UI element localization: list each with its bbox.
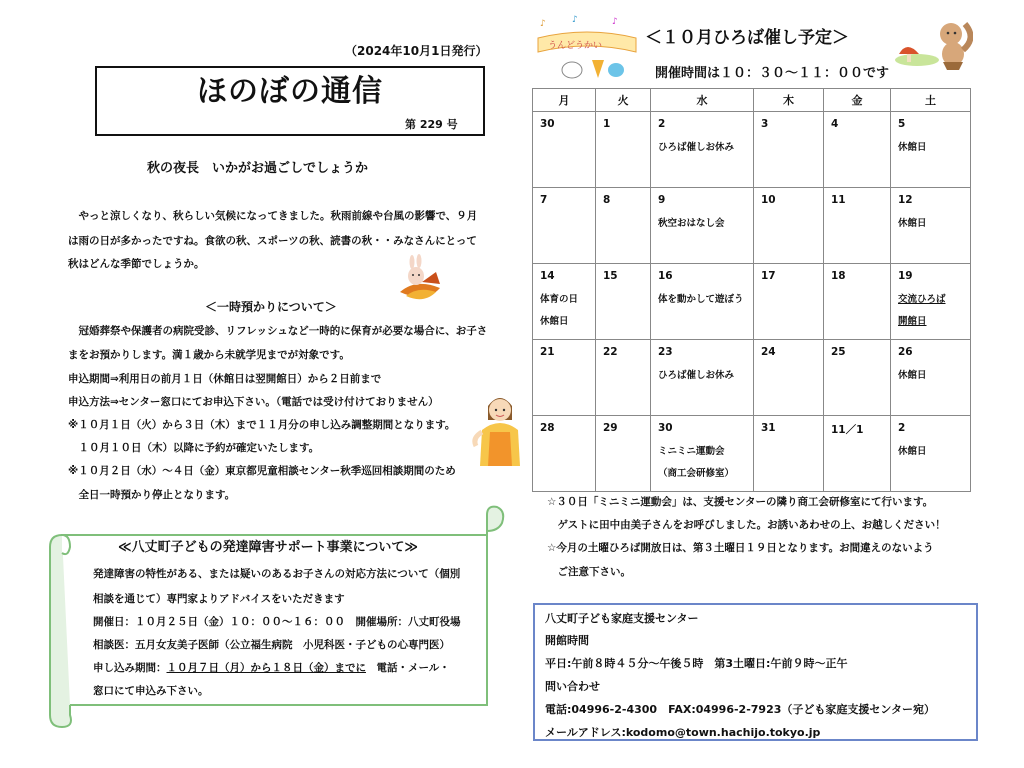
calendar-day-cell	[824, 112, 891, 188]
weekday-header: 土	[891, 89, 971, 112]
center-contact-label: 問い合わせ	[545, 680, 600, 693]
calendar-day-cell	[533, 112, 596, 188]
day-number: 23	[658, 346, 673, 358]
support-line: 発達障害の特性がある、または疑いのあるお子さんの対応方法について（個別	[93, 568, 461, 580]
calendar-day-cell	[891, 112, 971, 188]
event-calendar	[532, 88, 971, 492]
calendar-day-cell	[824, 264, 891, 340]
support-line: 窓口にて申込み下さい。	[93, 685, 209, 697]
calendar-week-row	[533, 264, 971, 340]
day-number: 8	[603, 194, 611, 206]
issue-number: 第 229 号	[405, 118, 458, 131]
day-number: 17	[761, 270, 776, 282]
support-line: 相談医：五月女友美子医師（公立福生病院 小児科医・子どもの心専門医）	[93, 639, 450, 651]
intro-line: やっと涼しくなり、秋らしい気候になってきました。秋雨前線や台風の影響で、９月	[68, 210, 478, 222]
calendar-day-cell	[596, 264, 651, 340]
weekday-header: 木	[754, 89, 824, 112]
rabbit-leaf-illustration	[396, 252, 446, 306]
day-number: 2	[898, 422, 906, 434]
temp-care-line: 申込期間⇒利用日の前月１日（休館日は翌開館日）から２日前まで	[68, 373, 382, 385]
support-apply-line	[93, 661, 450, 675]
day-event: 体を動かして遊ぼう	[658, 294, 744, 305]
issue-date: （2024年10月1日発行）	[345, 44, 488, 58]
day-event: 開館日	[898, 316, 927, 327]
day-number: 25	[831, 346, 846, 358]
svg-text:♪: ♪	[540, 19, 546, 29]
calendar-day-cell	[754, 264, 824, 340]
calendar-day-cell	[651, 264, 754, 340]
day-event: ひろば催しお休み	[658, 142, 735, 153]
banner-text: うんどうかい	[548, 41, 603, 51]
note-line: ☆今月の土曜ひろば開放日は、第３土曜日１９日となります。お間違えのないよう	[547, 542, 934, 554]
intro-line: 秋はどんな季節でしょうか。	[68, 258, 205, 270]
note-line: ☆３０日「ミニミニ運動会」は、支援センターの隣り商工会研修室にて行います。	[547, 496, 934, 508]
day-event: 休館日	[898, 446, 927, 457]
calendar-day-cell	[824, 340, 891, 416]
calendar-day-cell	[824, 416, 891, 492]
svg-text:♪: ♪	[612, 17, 618, 27]
squirrel-mushroom-illustration	[893, 14, 973, 70]
day-number: 12	[898, 194, 913, 206]
day-number: 29	[603, 422, 618, 434]
day-number: 11	[831, 194, 846, 206]
day-number: 30	[540, 118, 555, 130]
day-event: ひろば催しお休み	[658, 370, 735, 381]
day-event: 交流ひろば	[898, 294, 946, 305]
temp-care-line: 全日一時預かり停止となります。	[68, 489, 236, 501]
day-event: 休館日	[898, 142, 927, 153]
center-name: 八丈町子ども家庭支援センター	[545, 612, 699, 625]
day-number: 1	[603, 118, 611, 130]
day-event: 休館日	[540, 316, 569, 327]
event-title: ＜１０月ひろば催し予定＞	[645, 28, 849, 48]
calendar-day-cell	[754, 416, 824, 492]
weekday-header: 月	[533, 89, 596, 112]
day-number: 22	[603, 346, 618, 358]
day-number: 31	[761, 422, 776, 434]
calendar-day-cell	[533, 340, 596, 416]
center-email: メールアドレス:kodomo@town.hachijo.tokyo.jp	[545, 726, 821, 739]
day-number: 21	[540, 346, 555, 358]
day-event: 休館日	[898, 370, 927, 381]
center-phone: 電話:04996-2-4300 FAX:04996-2-7923（子ども家庭支援センター宛）	[545, 703, 935, 716]
calendar-day-cell	[754, 340, 824, 416]
greeting-heading: 秋の夜長 いかがお過ごしでしょうか	[147, 161, 369, 176]
center-hours-label: 開館時間	[545, 634, 589, 647]
note-line: ご注意下さい。	[547, 566, 631, 578]
calendar-day-cell	[891, 416, 971, 492]
calendar-day-cell	[891, 264, 971, 340]
calendar-day-cell	[754, 112, 824, 188]
weekday-header: 水	[651, 89, 754, 112]
day-number: 16	[658, 270, 673, 282]
calendar-day-cell	[891, 340, 971, 416]
calendar-week-row	[533, 112, 971, 188]
apply-suffix: 電話・メール・	[366, 662, 450, 674]
newsletter-title-box	[95, 66, 485, 136]
day-number: 14	[540, 270, 555, 282]
calendar-day-cell	[533, 264, 596, 340]
calendar-day-cell	[651, 188, 754, 264]
intro-line: は雨の日が多かったですね。食欲の秋、スポーツの秋、読書の秋・・みなさんにとって	[68, 235, 477, 247]
calendar-body	[533, 112, 971, 492]
event-hours: 開催時間は１０：３０～１１：００です	[655, 66, 890, 81]
temp-care-line: 冠婚葬祭や保護者の病院受診、リフレッシュなど一時的に保育が必要な場合に、お子さ	[68, 325, 488, 337]
apply-period: １０月７日（月）から１８日（金）までに	[166, 662, 366, 674]
day-event: 休館日	[898, 218, 927, 229]
temp-care-line: まをお預かりします。満１歳から未就学児までが対象です。	[68, 349, 350, 361]
support-line: 相談を通じて）専門家よりアドバイスをいただきます	[93, 593, 345, 605]
calendar-day-cell	[533, 416, 596, 492]
calendar-day-cell	[824, 188, 891, 264]
temp-care-line: １０月１０日（木）以降に予約が確定いたします。	[68, 442, 320, 454]
temp-care-line: ※１０月２日（水）～４日（金）東京都児童相談センター秋季巡回相談期間のため	[68, 465, 456, 477]
calendar-day-cell	[651, 112, 754, 188]
calendar-week-row	[533, 188, 971, 264]
note-line: ゲストに田中由美子さんをお呼びしました。お誘いあわせの上、お越しください！	[547, 519, 946, 531]
newsletter-title: ほのぼの通信	[197, 74, 383, 109]
svg-text:♪: ♪	[572, 15, 578, 25]
calendar-day-cell	[754, 188, 824, 264]
calendar-day-cell	[651, 416, 754, 492]
day-event: （商工会研修室）	[658, 468, 735, 479]
support-title: ≪八丈町子どもの発達障害サポート事業について≫	[118, 540, 418, 555]
calendar-day-cell	[596, 340, 651, 416]
calendar-day-cell	[891, 188, 971, 264]
calendar-day-cell	[596, 188, 651, 264]
apply-prefix: 申し込み期間：	[93, 662, 167, 674]
day-number: 5	[898, 118, 906, 130]
calendar-day-cell	[533, 188, 596, 264]
temp-care-heading: ＜一時預かりについて＞	[205, 300, 337, 314]
day-number: 7	[540, 194, 548, 206]
calendar-day-cell	[651, 340, 754, 416]
calendar-week-row	[533, 416, 971, 492]
day-number: 28	[540, 422, 555, 434]
calendar-header-row	[533, 89, 971, 112]
day-number: 11／1	[831, 424, 864, 436]
support-line: 開催日：１０月２５日（金）１０：００～１６：００ 開催場所：八丈町役場	[93, 616, 461, 628]
calendar-day-cell	[596, 112, 651, 188]
calendar-day-cell	[596, 416, 651, 492]
day-event: ミニミニ運動会	[658, 446, 725, 457]
staff-illustration	[470, 386, 530, 466]
day-number: 3	[761, 118, 769, 130]
day-number: 4	[831, 118, 839, 130]
weekday-header: 火	[596, 89, 651, 112]
day-event: 体育の日	[540, 294, 579, 305]
day-number: 19	[898, 270, 913, 282]
day-number: 26	[898, 346, 913, 358]
center-hours: 平日:午前８時４５分～午後５時 第3土曜日:午前９時～正午	[545, 657, 848, 670]
sports-day-illustration	[532, 12, 642, 82]
day-event: 秋空おはなし会	[658, 218, 725, 229]
day-number: 30	[658, 422, 673, 434]
temp-care-line: ※１０月１日（火）から３日（木）まで１１月分の申し込み調整期間となります。	[68, 419, 456, 431]
day-number: 10	[761, 194, 776, 206]
weekday-header: 金	[824, 89, 891, 112]
calendar-week-row	[533, 340, 971, 416]
temp-care-line: 申込方法⇒センター窓口にてお申込下さい。（電話では受け付けておりません）	[68, 396, 439, 408]
day-number: 2	[658, 118, 666, 130]
day-number: 9	[658, 194, 666, 206]
day-number: 24	[761, 346, 776, 358]
day-number: 18	[831, 270, 846, 282]
day-number: 15	[603, 270, 618, 282]
